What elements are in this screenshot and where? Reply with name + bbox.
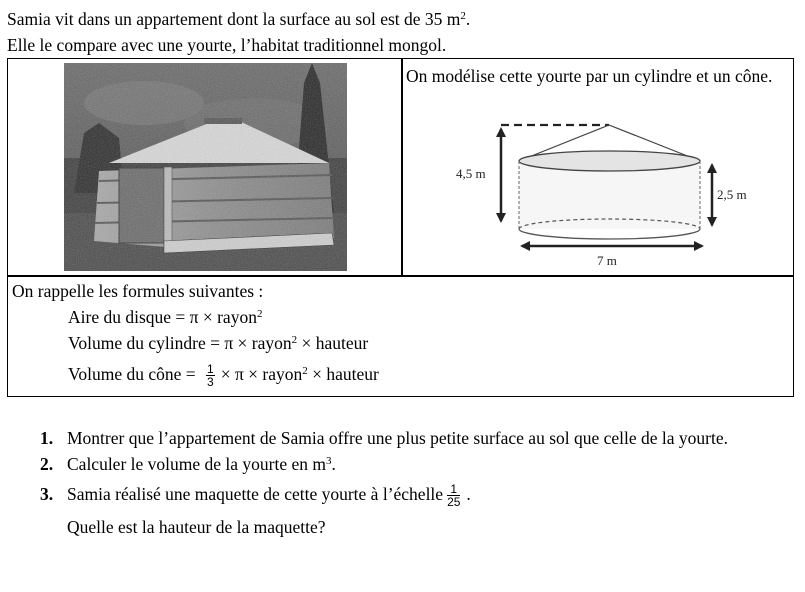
row-divider [8, 275, 793, 277]
formula-text: × hauteur [307, 364, 379, 384]
formula-text: × π × rayon [220, 364, 303, 384]
fraction-denominator: 3 [207, 375, 214, 390]
questions-list [40, 425, 780, 540]
intro-text: Samia vit dans un appartement dont la surface au sol est de 35 m [7, 9, 461, 29]
cylinder-top [519, 151, 700, 171]
question-text: Quelle est la hauteur de la maquette? [67, 517, 326, 538]
question-number: 3. [40, 484, 54, 504]
scale-fraction [447, 483, 460, 508]
intro-line-1 [7, 8, 470, 30]
yurt-photo [64, 63, 347, 271]
question-text: Samia réalisé une maquette de cette yourte à l’échelle [67, 484, 444, 504]
question-number: 2. [40, 454, 54, 474]
model-description: On modélise cette yourte par un cylindre et un cône. [406, 66, 773, 86]
formula-cone-volume [12, 361, 379, 388]
superscript: 2 [302, 365, 308, 377]
fraction-numerator: 1 [207, 362, 214, 377]
superscript: 2 [291, 334, 298, 346]
superscript: 2 [256, 308, 263, 320]
formula-text: × hauteur [297, 333, 369, 353]
formula-text: Aire du disque = π × rayon [68, 307, 257, 327]
intro-line-2: Elle le compare avec une yourte, l’habitat traditionnel mongol. [7, 35, 447, 55]
formula-disk-area [12, 304, 379, 330]
yurt-model-diagram [444, 121, 784, 271]
question-number: 1. [40, 428, 54, 448]
formula-text: Volume du cylindre = π × rayon [68, 333, 292, 353]
punctuation: . [466, 484, 471, 504]
question-text: Calculer le volume de la yourte en m [67, 454, 327, 474]
formulas-section [12, 278, 379, 388]
info-table [7, 58, 794, 397]
question-2 [40, 451, 780, 477]
cylinder-base-visible [519, 229, 700, 239]
question-text: Montrer que l’appartement de Samia offre une plus petite surface au sol que celle de la yourte. [67, 428, 729, 448]
punctuation: . [465, 9, 471, 29]
total-height-label: 4,5 m [456, 166, 486, 181]
fraction [206, 363, 215, 388]
column-divider [401, 59, 403, 275]
question-3-followup [40, 514, 780, 540]
question-3 [40, 481, 780, 508]
punctuation: . [331, 454, 336, 474]
formula-cylinder-volume [12, 330, 379, 356]
cylinder-height-label: 2,5 m [717, 187, 747, 202]
diameter-label: 7 m [597, 253, 617, 268]
formula-text: Volume du cône = [68, 364, 201, 384]
fraction-denominator: 25 [447, 495, 461, 510]
superscript: 3 [326, 455, 332, 467]
question-1 [40, 425, 780, 451]
formulas-intro: On rappelle les formules suivantes : [12, 281, 264, 301]
superscript: 2 [460, 10, 466, 22]
fraction-numerator: 1 [447, 483, 460, 496]
